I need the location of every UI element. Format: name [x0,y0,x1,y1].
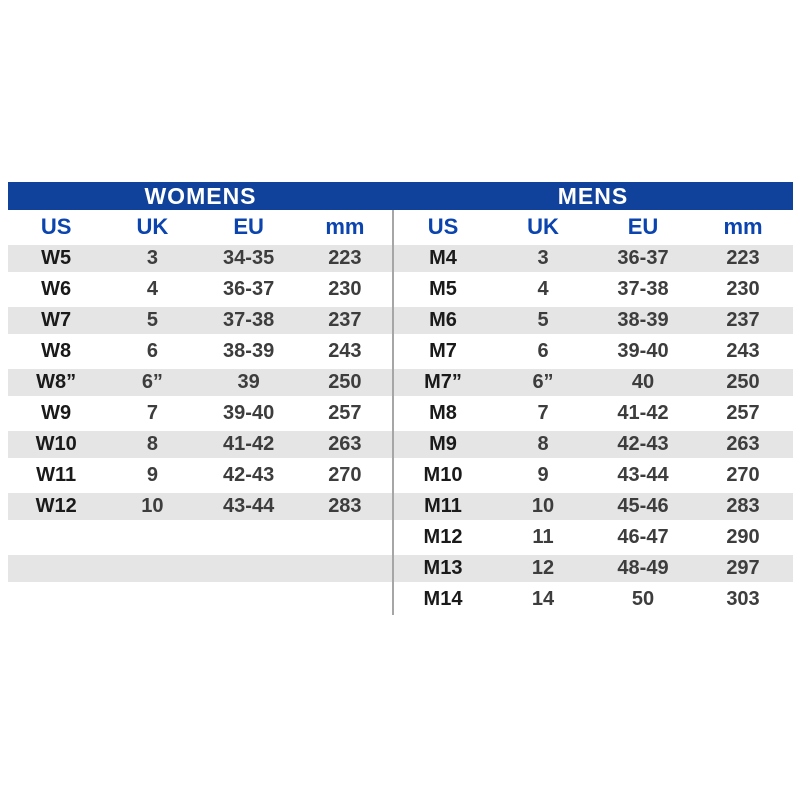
size-cell: M14 [423,588,463,610]
mens-row-cells [393,336,793,367]
size-cell: 7 [146,402,158,424]
table-row [8,429,793,460]
size-cell: 9 [537,464,549,486]
size-cell: W6 [41,278,72,300]
size-cell [104,555,200,582]
size-cell: 42-43 [223,464,275,486]
size-cell: 11 [532,526,554,548]
size-cell: 4 [537,278,549,300]
table-row [8,367,793,398]
size-cell: M6 [429,309,457,331]
column-header-eu: EU [233,213,264,239]
womens-row-cells [8,307,393,334]
table-row [8,274,793,305]
size-cell: W10 [35,433,77,455]
shoe-size-chart [8,182,793,615]
size-cell: 43-44 [223,495,275,517]
mens-row-cells [393,307,793,334]
size-cell: M11 [424,495,462,517]
size-cell: 39 [237,371,260,393]
size-cell: 12 [531,557,555,579]
size-cell: 237 [328,309,362,331]
size-cell: 4 [146,278,158,300]
size-cell: 250 [726,371,760,393]
size-cell: 263 [726,433,760,455]
size-cell: 303 [726,588,760,610]
size-cell: 263 [328,433,362,455]
size-cell: 223 [328,247,362,269]
mens-row-cells [393,584,793,615]
size-cell: 6” [532,371,554,393]
size-cell: W12 [35,495,77,517]
mens-row-cells [393,431,793,458]
size-cell: W8 [41,340,72,362]
size-cell: 43-44 [617,464,669,486]
size-cell: 41-42 [617,402,669,424]
size-cell: 46-47 [617,526,669,548]
section-title-bar [8,182,793,210]
size-cell: 41-42 [223,433,275,455]
size-cell: M9 [429,433,457,455]
womens-column-headers [8,210,393,243]
table-row [8,336,793,367]
size-cell: 9 [146,464,158,486]
size-cell: 42-43 [617,433,669,455]
size-cell: W5 [41,247,72,269]
size-cell: 37-38 [223,309,275,331]
size-cell [201,522,297,553]
womens-row-cells [8,460,393,491]
size-cell: 5 [537,309,549,331]
size-cell: 5 [146,309,158,331]
table-row [8,584,793,615]
size-cell: 223 [726,247,760,269]
table-row [8,460,793,491]
size-cell: 34-35 [223,247,275,269]
column-header-eu: EU [627,213,659,239]
mens-row-cells [393,555,793,582]
size-cell: 10 [141,495,164,517]
size-cell: 230 [328,278,362,300]
mens-row-cells [393,245,793,272]
size-cell [8,522,104,553]
table-row [8,398,793,429]
womens-row-cells [8,398,393,429]
table-row [8,305,793,336]
column-header-row [8,210,793,243]
size-cell: M7” [424,371,462,393]
size-cell: 39-40 [223,402,275,424]
womens-row-cells [8,493,393,520]
section-divider [392,210,394,615]
mens-row-cells [393,369,793,396]
size-cell: 7 [537,402,549,424]
mens-row-cells [393,493,793,520]
column-header-uk: UK [527,213,559,239]
size-cell: 36-37 [617,247,669,269]
size-cell: M4 [429,247,457,269]
column-header-us: US [40,213,72,239]
size-cell: 283 [328,495,362,517]
size-cell [297,522,393,553]
size-cell: M10 [423,464,463,486]
size-cell: 3 [537,247,549,269]
womens-row-cells [8,245,393,272]
mens-row-cells [393,522,793,553]
size-cell: 8 [537,433,549,455]
size-cell: 3 [146,247,158,269]
size-cell: 257 [328,402,362,424]
size-cell [8,555,104,582]
size-cell: M5 [429,278,457,300]
size-cell: 270 [328,464,362,486]
size-cell: W9 [41,402,72,424]
size-cell: 6 [146,340,158,362]
size-cell: 243 [328,340,362,362]
table-row [8,491,793,522]
size-cell [201,555,297,582]
size-cell: 230 [726,278,760,300]
size-cell: 45-46 [617,495,669,517]
size-cell: 237 [726,309,760,331]
size-cell: 297 [726,557,760,579]
column-header-uk: UK [136,213,169,239]
mens-section-title: MENS [557,182,629,209]
size-cell: 48-49 [617,557,669,579]
size-cell [297,584,393,615]
womens-row-cells [8,336,393,367]
mens-column-headers [393,210,793,243]
size-cell: 10 [531,495,555,517]
size-cell: M8 [429,402,457,424]
size-cell: M7 [429,340,457,362]
mens-row-cells [393,274,793,305]
size-cell: M12 [423,526,463,548]
size-cell: 257 [726,402,760,424]
size-cell: 36-37 [223,278,275,300]
size-cell: 14 [531,588,555,610]
size-cell: W7 [41,309,72,331]
womens-row-cells [8,522,393,553]
size-cell: 8 [146,433,158,455]
size-cell: 243 [726,340,760,362]
size-cell: 37-38 [617,278,669,300]
size-cell [297,555,393,582]
mens-row-cells [393,460,793,491]
size-cell: 6 [537,340,549,362]
womens-section-title: WOMENS [144,182,257,209]
womens-row-cells [8,369,393,396]
womens-row-cells [8,555,393,582]
column-header-mm: mm [325,213,365,239]
size-cell: 38-39 [223,340,275,362]
size-cell: 40 [631,371,655,393]
size-cell [104,584,200,615]
size-cell: M13 [423,557,463,579]
size-cell: W11 [36,464,77,486]
size-cell [8,584,104,615]
size-cell [201,584,297,615]
size-cell: 290 [726,526,760,548]
womens-row-cells [8,431,393,458]
size-cell: 283 [726,495,760,517]
size-cell: 50 [631,588,655,610]
size-cell: 38-39 [617,309,669,331]
size-cell: 39-40 [617,340,669,362]
mens-row-cells [393,398,793,429]
table-body [8,243,793,615]
size-cell [104,522,200,553]
size-cell: 270 [726,464,760,486]
womens-row-cells [8,274,393,305]
column-header-us: US [427,213,459,239]
table-row [8,522,793,553]
table-row [8,553,793,584]
column-header-mm: mm [723,213,763,239]
table-row [8,243,793,274]
size-cell: 250 [328,371,362,393]
size-cell: W8” [36,371,77,393]
size-cell: 6” [141,371,163,393]
womens-row-cells [8,584,393,615]
